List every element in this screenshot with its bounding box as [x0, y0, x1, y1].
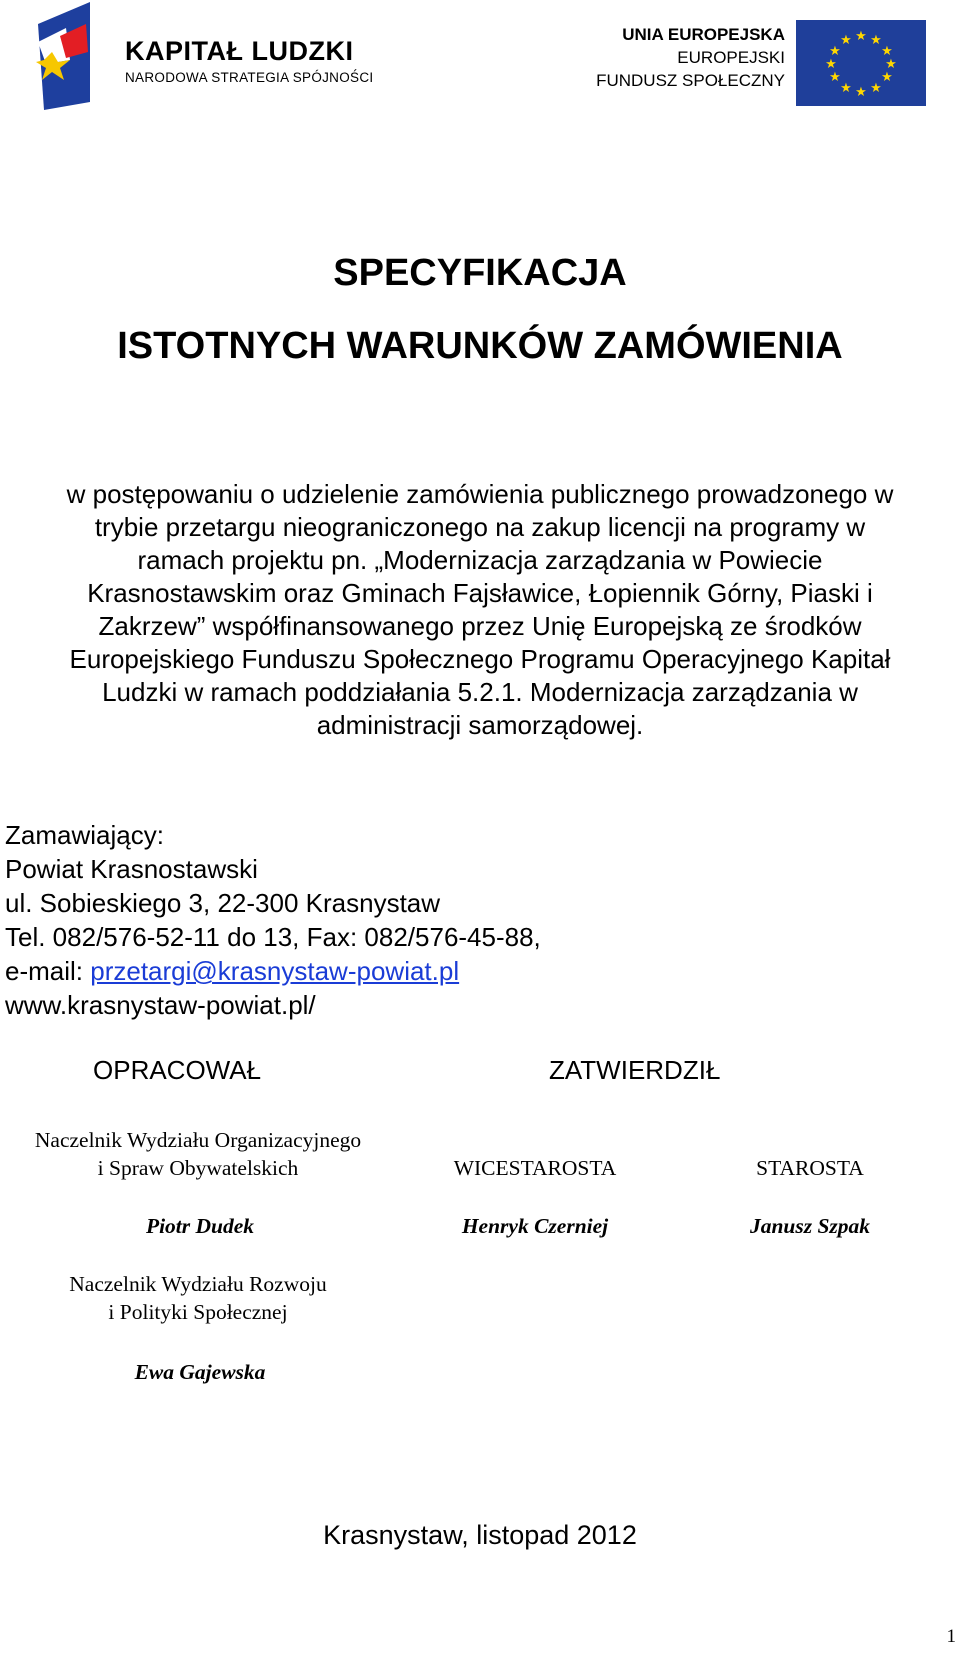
email-row	[5, 954, 541, 988]
svg-text:★: ★	[840, 81, 852, 96]
eu-logo-line2: EUROPEJSKI	[677, 48, 785, 67]
kapital-ludzki-subtitle: NARODOWA STRATEGIA SPÓJNOŚCI	[125, 70, 374, 85]
preparer1-role-line2: i Spraw Obywatelskich	[97, 1156, 299, 1180]
document-title-line2: ISTOTNYCH WARUNKÓW ZAMÓWIENIA	[117, 325, 843, 367]
svg-text:★: ★	[881, 70, 893, 85]
approved-by-heading: ZATWIERDZIŁ	[549, 1055, 721, 1085]
contracting-authority-phone: Tel. 082/576-52-11 do 13, Fax: 082/576-45-88,	[5, 922, 541, 952]
preparer2-role	[8, 1270, 388, 1326]
kapital-ludzki-logo	[30, 2, 380, 112]
svg-text:★: ★	[829, 70, 841, 85]
description-line: Zakrzew” współfinansowanego przez Unię Europejską ze środków	[98, 611, 862, 641]
contracting-authority-name: Powiat Krasnostawski	[5, 854, 258, 884]
contracting-authority-label: Zamawiający:	[5, 820, 164, 850]
preparer1-role-line1: Naczelnik Wydziału Organizacyjnego	[34, 1128, 362, 1152]
document-title-line1: SPECYFIKACJA	[333, 252, 627, 294]
preparer2-signature-name: Ewa Gajewska	[134, 1360, 266, 1384]
svg-text:★: ★	[855, 29, 867, 44]
approver2-role: STAROSTA	[756, 1156, 864, 1180]
preparer2-role-line1: Naczelnik Wydziału Rozwoju	[69, 1272, 327, 1296]
description-line: Ludzki w ramach poddziałania 5.2.1. Modernizacja zarządzania w	[102, 677, 858, 707]
eu-logo-line1: UNIA EUROPEJSKA	[622, 25, 785, 44]
description-line: trybie przetargu nieograniczonego na zakup licencji na programy w	[94, 512, 866, 542]
kapital-ludzki-title: KAPITAŁ LUDZKI	[125, 36, 354, 66]
eu-flag-icon	[796, 20, 926, 106]
description-line: administracji samorządowej.	[316, 710, 644, 740]
prepared-by-heading: OPRACOWAŁ	[93, 1055, 262, 1085]
approver1-signature-name: Henryk Czerniej	[461, 1214, 609, 1238]
approver1-role: WICESTAROSTA	[453, 1156, 617, 1180]
page-number: 1	[946, 1626, 956, 1647]
svg-text:★: ★	[870, 81, 882, 96]
svg-text:★: ★	[825, 57, 837, 72]
preparer1-role	[8, 1126, 388, 1182]
preparer2-role-line2: i Polityki Społecznej	[108, 1300, 288, 1324]
contracting-authority-block	[5, 818, 541, 1022]
description-line: w postępowaniu o udzielenie zamówienia publicznego prowadzonego w	[66, 479, 894, 509]
approver2-signature-name: Janusz Szpak	[749, 1214, 871, 1238]
contracting-authority-address: ul. Sobieskiego 3, 22-300 Krasnystaw	[5, 888, 441, 918]
kapital-ludzki-emblem-icon	[30, 2, 100, 110]
svg-text:★: ★	[829, 44, 841, 59]
svg-text:★: ★	[870, 33, 882, 48]
svg-text:★: ★	[855, 85, 867, 100]
place-and-date: Krasnystaw, listopad 2012	[323, 1520, 637, 1550]
website-text: www.krasnystaw-powiat.pl/	[5, 990, 316, 1020]
description-line: ramach projektu pn. „Modernizacja zarządzania w Powiecie	[137, 545, 823, 575]
procurement-description	[8, 478, 952, 742]
email-label: e-mail:	[5, 956, 91, 986]
preparer1-signature-name: Piotr Dudek	[145, 1214, 255, 1238]
svg-text:★: ★	[840, 33, 852, 48]
description-line: Krasnostawskim oraz Gminach Fajsławice, Łopiennik Górny, Piaski i	[87, 578, 873, 608]
svg-text:★: ★	[885, 57, 897, 72]
svg-text:★: ★	[881, 44, 893, 59]
email-link[interactable]: przetargi@krasnystaw-powiat.pl	[90, 956, 460, 986]
eu-logo-line3: FUNDUSZ SPOŁECZNY	[596, 71, 785, 90]
description-line: Europejskiego Funduszu Społecznego Programu Operacyjnego Kapitał	[69, 644, 891, 674]
eu-efs-logo	[596, 20, 926, 108]
